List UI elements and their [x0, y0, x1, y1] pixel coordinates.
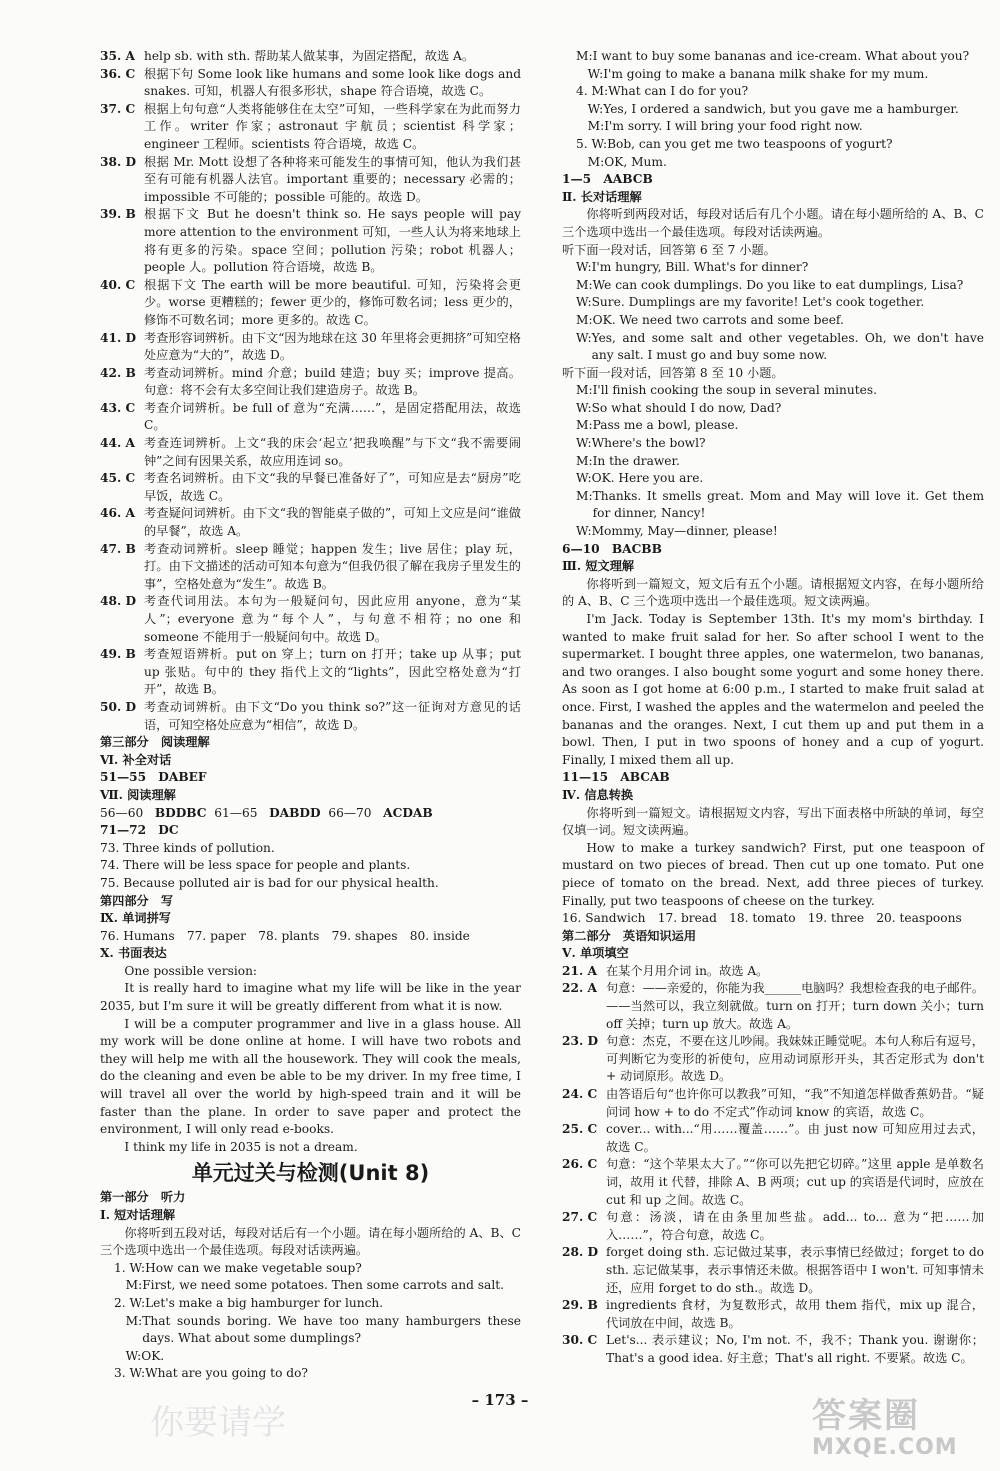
dialog-line: [100, 1277, 521, 1295]
dialog-text: I'm going to make a banana milk shake for my mum.: [603, 66, 929, 81]
answer-56-70: [100, 805, 521, 823]
part3-heading: 第三部分 阅读理解: [100, 735, 210, 750]
answer-key: 27. C: [562, 1210, 598, 1225]
part4-heading: 第四部分 写: [100, 893, 174, 908]
answer-key: 29. B: [562, 1298, 598, 1313]
answer-explanation: 根据下文 But he doesn't think so. He says people will pay more attention to the environment 可知，一些人认为将来地球上将有更多的污染。space 空间；pollution 污染；robot 机器人；people 人。pollution 符合语境，故选 B。: [144, 207, 521, 275]
answer-key: 49. B: [100, 647, 136, 662]
dialog-line: [562, 101, 984, 119]
answer-item: [562, 1209, 984, 1244]
logo-text: 答案圈: [812, 1396, 920, 1436]
essay-paragraph-3: I think my life in 2035 is not a dream.: [124, 1139, 358, 1154]
essay-paragraph-1: It is really hard to imagine what my life will be like in the year 2035, but I'm sure it will be greatly different from what it is now.: [100, 981, 521, 1014]
answer-item: [100, 470, 521, 505]
answer-explanation: 考查形容词辨析。由下文“因为地球在这 30 年里将会更拥挤”可知空格处应意为“大的”，故选 D。: [144, 330, 521, 363]
answer-explanation: 考查动词辨析。sleep 睡觉；happen 发生；live 居住；play 玩，打。由下文描述的活动可知本句意为“但我仍很了解在我房子里发生的事”，空格处意为“发生”。故选 B。: [144, 541, 521, 591]
speaker-label: W:: [576, 436, 592, 451]
answer-explanation: 考查动词辨析。由下文“Do you think so?”这一征询对方意见的话语，可知空格处应意为“相信”，故选 D。: [144, 699, 521, 732]
dialog-text: I'm sorry. I will bring your food right now.: [604, 119, 863, 134]
speaker-label: M:: [576, 453, 593, 468]
part2-heading: 第二部分 英语知识运用: [562, 928, 697, 943]
speaker-label: 4. M:: [576, 84, 609, 99]
dialog-line: [562, 330, 984, 365]
dialog-text: Sure. Dumplings are my favorite! Let's cook together.: [591, 295, 925, 310]
answer-explanation: 句意：“这个苹果太大了。”“你可以先把它切碎。”这里 apple 是单数名词，故用 it 代替，排除 A、B 两项；cut up 的宾语是代词时，应放在 cut 和 up 之间。故选 C。: [606, 1157, 984, 1207]
answer-explanation: forget doing sth. 忘记做过某事，表示事情已经做过；forget to do sth. 忘记做某事，表示事情还未做。根据答语中 I won't. 可知事情未还，应用 forget to do sth.。故选 D。: [606, 1245, 984, 1295]
answer-item: [100, 66, 521, 101]
answer-item: [562, 1297, 984, 1332]
dialog-text: What are you going to do?: [145, 1366, 308, 1381]
answer-key: 30. C: [562, 1333, 598, 1348]
logo-url: MXQE.COM: [812, 1435, 958, 1460]
answer-item: [100, 154, 521, 207]
dialog-text: OK.: [141, 1348, 165, 1363]
answer-56-60: BDDBC: [154, 805, 207, 820]
section7-heading: Ⅶ. 阅读理解: [100, 787, 176, 802]
dialog-line: [100, 1348, 521, 1366]
section4-instructions: 你将听到一篇短文。请根据短文内容，写出下面表格中所缺的单词，每空仅填一词。短文读两遍。: [562, 805, 984, 838]
answer-item: [100, 206, 521, 276]
speaker-label: W:: [576, 524, 592, 539]
dialog-hint-6-7: 听下面一段对话，回答第 6 至 7 小题。: [562, 242, 776, 257]
dialog-line: [562, 48, 984, 66]
answer-explanation: Let's... 表示建议；No, I'm not. 不，我不；Thank you. 谢谢你；That's a good idea. 好主意；That's all right. 不要紧。故选 C。: [606, 1333, 984, 1365]
essay-paragraph-2: I will be a computer programmer and live in a glass house. All my work will be done online at home. I will have two robots and they will help me with all the housework. They will cook the meals, do the cleaning and even be able to be my driver. In my free time, I will travel all over the world by high-speed train and it will be faster than the plane. In order to save paper and protect the environment, I will only read e-books.: [100, 1016, 521, 1137]
answer-item: [562, 1332, 984, 1367]
answer-6-10: 6—10 BACBB: [562, 541, 662, 556]
answer-key: 38. D: [100, 154, 137, 169]
section9-heading: Ⅸ. 单词拼写: [100, 911, 171, 926]
section6-heading: Ⅵ. 补全对话: [100, 752, 172, 767]
answer-item: [562, 1086, 984, 1121]
answer-key: 47. B: [100, 541, 136, 556]
speaker-label: M:: [576, 277, 593, 292]
speaker-label: M:: [114, 1313, 143, 1328]
speaker-label: 5. W:: [576, 136, 608, 151]
dialog-text: Thanks. It smells great. Mom and May will love it. Get them for dinner, Nancy!: [592, 488, 984, 521]
answer-explanation: 句意：汤淡，请在由条里加些盐。add... to... 意为“把……加入……”，符合句意，故选 C。: [606, 1210, 984, 1242]
dialog-text: I want to buy some bananas and ice-cream. What about you?: [592, 49, 970, 63]
dialog-line: [562, 294, 984, 312]
section5-heading: Ⅴ. 单项填空: [562, 946, 629, 961]
speaker-label: M:: [576, 312, 593, 327]
answer-73: 73. Three kinds of pollution.: [100, 840, 275, 855]
answer-key: 21. A: [562, 963, 597, 978]
section4-heading: Ⅳ. 信息转换: [562, 787, 634, 802]
answer-explanation: 考查短语辨析。put on 穿上；turn on 打开；take up 从事；put up 张贴。句中的 they 指代上文的“lights”，因此空格处意为“打开”，故选 B。: [144, 647, 521, 697]
part1-heading: 第一部分 听力: [100, 1190, 186, 1205]
answer-explanation: 由答语后句“也许你可以教我”可知，“我”不知道怎样做香蕉奶昔。“疑问词 how + to do 不定式”作动词 know 的宾语，故选 C。: [606, 1087, 984, 1119]
answer-item: [562, 1244, 984, 1297]
answer-61-65: DABDD: [269, 805, 321, 820]
section2-instructions: 你将听到两段对话，每段对话后有几个小题。请在每小题所给的 A、B、C 三个选项中选出一个最佳选项。每段对话读两遍。: [562, 207, 984, 239]
answer-item: [100, 699, 521, 734]
dialog-line: [100, 1260, 521, 1278]
answer-key: 37. C: [100, 101, 136, 116]
dialog-text: What can I do for you?: [608, 84, 749, 99]
left-column: [100, 48, 521, 1383]
answer-75: 75. Because polluted air is bad for our physical health.: [100, 875, 439, 890]
answer-list-21-30: [562, 963, 984, 1368]
unit-title: 单元过关与检测(Unit 8): [191, 1161, 430, 1186]
answer-explanation: 考查疑问词辨析。由下文“我的智能桌子做的”，可知上文应是问“谁做的早餐”，故选 A。: [144, 506, 521, 539]
answer-11-15: 11—15 ABCAB: [562, 770, 670, 785]
dialog-line: [562, 417, 984, 435]
dialog-line: [562, 83, 984, 101]
answer-71-72: 71—72 DC: [100, 823, 179, 838]
section2-heading: Ⅱ. 长对话理解: [562, 189, 642, 204]
section3-passage: I'm Jack. Today is September 13th. It's my mom's birthday. I wanted to make fruit salad for her. So after school I went to the supermarket. I bought three apples, one watermelon, two bananas, and two oranges. I also bought some yogurt and some honey there. As soon as I got home at 6:00 p.m., I started to make fruit salad at once. First, I washed the apples and the watermelon and peeled the bananas and the oranges. Next, I cut them up and put them in a bowl. Then, I put in two spoons of honey and a cup of yogurt. Finally, I mixed them all up.: [562, 612, 984, 767]
answer-explanation: 考查介词辨析。be full of 意为“充满……”，是固定搭配用法，故选 C。: [144, 400, 521, 433]
dialog-line: [100, 1365, 521, 1383]
dialog-text: Where's the bowl?: [591, 436, 706, 451]
answer-item: [562, 1121, 984, 1156]
dialog-line: [562, 277, 984, 295]
answer-explanation: 在某个月用介词 in。故选 A。: [606, 963, 769, 978]
answer-item: [100, 541, 521, 594]
dialog-line: [562, 154, 984, 172]
dialog-line: [562, 523, 984, 541]
dialog-text: First, we need some potatoes. Then some carrots and salt.: [142, 1278, 504, 1293]
dialog-text: Let's make a big hamburger for lunch.: [145, 1295, 384, 1310]
speaker-label: W:: [576, 295, 592, 310]
dialog-text: We can cook dumplings. Do you like to eat dumplings, Lisa?: [592, 277, 964, 292]
answer-explanation: 根据上句句意“人类将能够住在太空”可知，一些科学家在为此而努力工作。writer 作家；astronaut 宇航员；scientist 科学家；engineer 工程师。scientists 符合语境，故选 C。: [144, 101, 521, 151]
answer-key: 39. B: [100, 207, 136, 222]
answer-explanation: 考查动词辨析。mind 介意；build 建造；buy 买；improve 提高。句意：将不会有太多空间让我们建造房子。故选 B。: [144, 365, 521, 398]
answer-explanation: ingredients 食材，为复数形式，故用 them 指代，mix up 混合，代词放在中间，故选 B。: [606, 1298, 984, 1330]
dialog-line: [562, 312, 984, 330]
speaker-label: M:: [114, 1278, 143, 1293]
answer-explanation: 根据 Mr. Mott 设想了各种将来可能发生的事情可知，他认为我们甚至有可能有机器人法官。important 重要的；necessary 必需的；impossible 不可能的；possible 可能的。故选 D。: [144, 154, 521, 204]
dialog-text: OK, Mum.: [604, 154, 667, 169]
speaker-label: W:: [114, 1348, 142, 1363]
range-61-65: 61—65: [214, 805, 258, 820]
speaker-label: M:: [576, 418, 593, 433]
dialog-line: [562, 66, 984, 84]
answer-list-35-50: [100, 48, 521, 734]
dialog-text: Bob, can you get me two teaspoons of yogurt?: [607, 136, 893, 151]
answer-explanation: 句意：杰克，不要在这儿吵闹。我妹妹正睡觉呢。本句人称后有逗号，可判断它为变形的祈使句，应用动词原形开头，其否定形式为 don't + 动词原形。故选 D。: [606, 1034, 984, 1084]
answer-item: [100, 400, 521, 435]
answer-key: 42. B: [100, 365, 136, 380]
dialog-text: I'll finish cooking the soup in several minutes.: [592, 383, 877, 398]
answer-item: [100, 646, 521, 699]
section3-instructions: 你将听到一篇短文，短文后有五个小题。请根据短文内容，在每小题所给的 A、B、C 三个选项中选出一个最佳选项。短文读两遍。: [562, 576, 984, 609]
speaker-label: M:: [576, 154, 605, 169]
answer-item: [100, 435, 521, 470]
answer-explanation: help sb. with sth. 帮助某人做某事，为固定搭配，故选 A。: [144, 49, 475, 63]
section10-heading: Ⅹ. 书面表达: [100, 946, 167, 961]
dialog-text: That sounds boring. We have too many hamburgers these days. What about some dumplings?: [142, 1313, 521, 1346]
dialog-text: Yes, and some salt and other vegetables. Oh, we don't have any salt. I must go and buy some now.: [591, 330, 984, 363]
answer-item: [562, 1156, 984, 1209]
dialog-text: OK. Here you are.: [591, 471, 704, 486]
speaker-label: M:: [576, 49, 593, 63]
answer-key: 25. C: [562, 1122, 598, 1137]
essay-label: One possible version:: [124, 963, 258, 978]
answer-66-70: ACDAB: [383, 805, 433, 820]
answer-key: 28. D: [562, 1245, 599, 1260]
answer-key: 24. C: [562, 1087, 598, 1102]
answer-item: [562, 980, 984, 1033]
range-56-60: 56—60: [100, 805, 144, 820]
answer-item: [100, 505, 521, 540]
answer-item: [100, 365, 521, 400]
answer-item: [100, 101, 521, 154]
answer-key: 46. A: [100, 506, 135, 521]
answer-item: [562, 1033, 984, 1086]
answer-item: [100, 48, 521, 66]
answer-key: 45. C: [100, 471, 136, 486]
dialog-line: [562, 400, 984, 418]
answer-explanation: 考查名词辨析。由下文“我的早餐已准备好了”，可知应是去“厨房”吃早饭，故选 C。: [144, 471, 521, 503]
speaker-label: W:: [576, 260, 592, 275]
answer-key: 36. C: [100, 66, 136, 81]
section3-heading: Ⅲ. 短文理解: [562, 559, 635, 574]
answer-item: [100, 330, 521, 365]
dialog-list-8-10: [562, 382, 984, 540]
speaker-label: W:: [576, 330, 592, 345]
section1-instructions: 你将听到五段对话，每段对话后有一个小题。请在每小题所给的 A、B、C 三个选项中选出一个最佳选项。每段对话读两遍。: [100, 1225, 521, 1258]
answer-74: 74. There will be less space for people and plants.: [100, 858, 411, 873]
dialog-text: Mommy, May—dinner, please!: [591, 524, 778, 539]
answer-key: 35. A: [100, 49, 135, 63]
site-logo-watermark: [812, 1396, 982, 1462]
dialog-list-6-7: [562, 259, 984, 365]
right-column: [562, 48, 984, 1368]
answer-76-80: 76. Humans 77. paper 78. plants 79. shapes 80. inside: [100, 928, 470, 943]
dialog-line: [562, 470, 984, 488]
speaker-label: M:: [576, 488, 593, 503]
dialog-text: In the drawer.: [592, 453, 680, 468]
dialog-line: [100, 1313, 521, 1348]
answer-key: 50. D: [100, 699, 137, 714]
speaker-label: 3. W:: [114, 1366, 146, 1381]
answer-16-20: 16. Sandwich 17. bread 18. tomato 19. three 20. teaspoons: [562, 911, 962, 926]
watermark-stamp: 你要请学: [150, 1403, 286, 1443]
answer-explanation: 考查连词辨析。上文“我的床会‘起立’把我唤醒”与下文“我不需要闹钟”之间有因果关系，故应用连词 so。: [144, 436, 521, 468]
speaker-label: W:: [576, 400, 592, 415]
dialog-line: [562, 136, 984, 154]
answer-key: 41. D: [100, 330, 137, 345]
dialog-line: [100, 1295, 521, 1313]
answer-item: [562, 963, 984, 981]
speaker-label: 2. W:: [114, 1295, 146, 1310]
answer-explanation: cover... with...“用……覆盖……”。由 just now 可知应用过去式，故选 C。: [606, 1122, 984, 1154]
dialog-line: [562, 382, 984, 400]
speaker-label: M:: [576, 383, 593, 398]
dialog-line: [562, 435, 984, 453]
dialog-text: Pass me a bowl, please.: [592, 418, 739, 433]
dialog-text: How can we make vegetable soup?: [145, 1260, 362, 1275]
answer-key: 22. A: [562, 981, 597, 996]
answer-key: 23. D: [562, 1034, 599, 1049]
dialog-list-1-3: [100, 1260, 521, 1383]
answer-explanation: 考查代词用法。本句为一般疑问句，因此应用 anyone，意为“某人”；everyone 意为“每个人”，与句意不相符；no one 和 someone 不能用于一般疑问句中。故选 D。: [144, 594, 521, 644]
speaker-label: W:: [576, 471, 592, 486]
speaker-label: 1. W:: [114, 1260, 146, 1275]
dialog-hint-8-10: 听下面一段对话，回答第 8 至 10 小题。: [562, 365, 784, 380]
answer-item: [100, 593, 521, 646]
answer-key: 26. C: [562, 1157, 598, 1172]
range-66-70: 66—70: [328, 805, 372, 820]
answer-51-55: 51—55 DABEF: [100, 770, 207, 785]
dialog-text: I'm hungry, Bill. What's for dinner?: [591, 260, 809, 275]
dialog-line: [562, 118, 984, 136]
answer-key: 40. C: [100, 277, 136, 292]
dialog-line: [562, 259, 984, 277]
dialog-text: OK. We need two carrots and some beef.: [592, 312, 844, 327]
dialog-text: So what should I do now, Dad?: [591, 400, 782, 415]
page-number: – 173 –: [471, 1391, 529, 1409]
dialog-text: Yes, I ordered a sandwich, but you gave me a hamburger.: [603, 101, 959, 116]
answer-1-5: 1—5 AABCB: [562, 172, 653, 187]
dialog-list-3-5: [562, 48, 984, 171]
answer-explanation: 根据下文 The earth will be more beautiful. 可知，污染将会更少。worse 更糟糕的；fewer 更少的，修饰可数名词；less 更少的，修饰不可数名词；more 更多的。故选 C。: [144, 277, 521, 327]
answer-key: 44. A: [100, 436, 135, 451]
answer-explanation: 根据下句 Some look like humans and some look like dogs and snakes. 可知，机器人有很多形状，shape 符合语境，故选 C。: [144, 66, 521, 99]
answer-key: 43. C: [100, 400, 136, 415]
speaker-label: M:: [576, 119, 605, 134]
dialog-line: [562, 488, 984, 523]
answer-explanation: 句意：——亲爱的，你能为我______电脑吗？我想检查我的电子邮件。——当然可以，我立刻就做。turn on 打开；turn down 关小；turn off 关掉；turn up 放大。故选 A。: [606, 981, 984, 1031]
dialog-line: [562, 453, 984, 471]
speaker-label: W:: [576, 66, 604, 81]
answer-item: [100, 277, 521, 330]
answer-key: 48. D: [100, 594, 137, 609]
section4-passage: How to make a turkey sandwich? First, put one teaspoon of mustard on two pieces of bread. Then cut up one tomato. Put one piece of tomato on the bread. Next, add three pieces of turkey. Finally, put two teaspoons of cheese on the turkey.: [562, 840, 984, 908]
section1-heading: Ⅰ. 短对话理解: [100, 1208, 176, 1222]
speaker-label: W:: [576, 101, 604, 116]
